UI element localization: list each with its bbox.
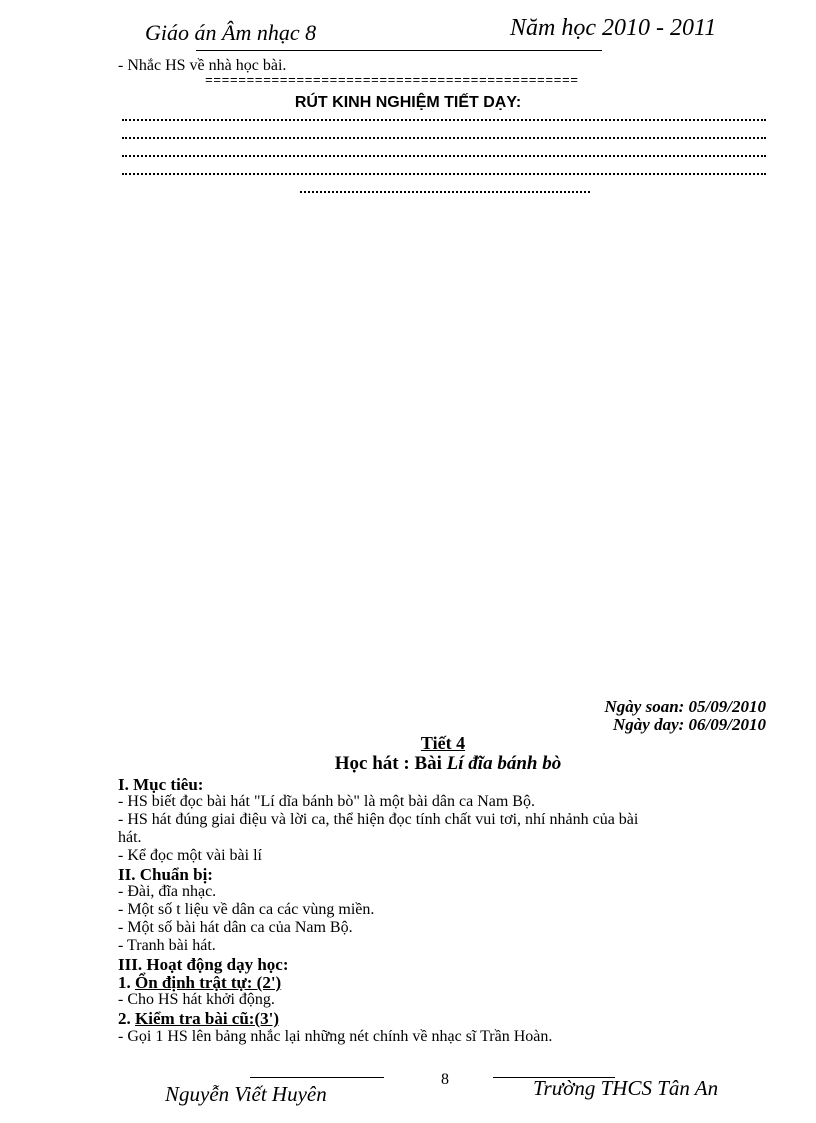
- activity-1-number: 1.: [118, 973, 135, 992]
- activity-1-heading: [118, 973, 281, 993]
- dotted-line: [122, 119, 766, 121]
- activities-heading: III. Hoạt động dạy học:: [118, 955, 289, 974]
- activity-2-heading: [118, 1009, 279, 1029]
- activity-2-label: Kiểm tra bài cũ:(3'): [135, 1009, 279, 1028]
- period-title: Tiết 4: [420, 733, 466, 753]
- reminder-text: - Nhắc HS về nhà học bài.: [118, 57, 287, 74]
- lesson-song-title: Lí đĩa bánh bò: [446, 753, 562, 774]
- objective-item: - HS biết đọc bài hát "Lí dĩa bánh bò" là một bài dân ca Nam Bộ.: [118, 793, 535, 810]
- header-school-year: Năm học 2010 - 2011: [510, 15, 717, 41]
- objective-item-cont: hát.: [118, 829, 142, 846]
- preparation-item: - Đài, đĩa nhạc.: [118, 883, 217, 900]
- preparation-item: - Một số t liệu về dân ca các vùng miền.: [118, 901, 375, 918]
- footer-school: Trường THCS Tân An: [533, 1076, 719, 1100]
- dotted-line-short: [300, 191, 590, 193]
- activity-2-text: - Gọi 1 HS lên bảng nhắc lại những nét chính về nhạc sĩ Trần Hoàn.: [118, 1028, 553, 1045]
- objectives-heading: I. Mục tiêu:: [118, 775, 204, 794]
- separator-line: =============================================: [205, 73, 579, 88]
- footer-rule-left: [250, 1077, 384, 1078]
- lesson-title: [0, 753, 816, 775]
- dotted-line: [122, 155, 766, 157]
- preparation-heading: II. Chuẩn bị:: [118, 865, 213, 884]
- preparation-item: - Tranh bài hát.: [118, 937, 216, 954]
- activity-1-text: - Cho HS hát khởi động.: [118, 991, 275, 1008]
- dotted-line: [122, 137, 766, 139]
- objective-item: - HS hát đúng giai điệu và lời ca, thể hiện đọc tính chất vui tơi, nhí nhảnh của bài: [118, 811, 639, 828]
- activity-1-label: Ổn định trật tự: (2'): [135, 973, 282, 992]
- dotted-line: [122, 173, 766, 175]
- lesson-title-prefix: Học hát : Bài: [334, 753, 447, 774]
- date-taught: Ngày day: 06/09/2010: [613, 715, 766, 734]
- date-prepared: Ngày soan: 05/09/2010: [604, 697, 766, 716]
- activity-2-number: 2.: [118, 1009, 135, 1028]
- footer-author: Nguyễn Viết Huyên: [165, 1082, 327, 1106]
- page-number: 8: [441, 1071, 449, 1088]
- header-rule: [196, 50, 602, 51]
- header-subject: Giáo án Âm nhạc 8: [145, 20, 317, 45]
- preparation-item: - Một số bài hát dân ca của Nam Bộ.: [118, 919, 353, 936]
- objective-item: - Kể đọc một vài bài lí: [118, 847, 262, 864]
- review-title: RÚT KINH NGHIỆM TIẾT DẠY:: [294, 94, 522, 111]
